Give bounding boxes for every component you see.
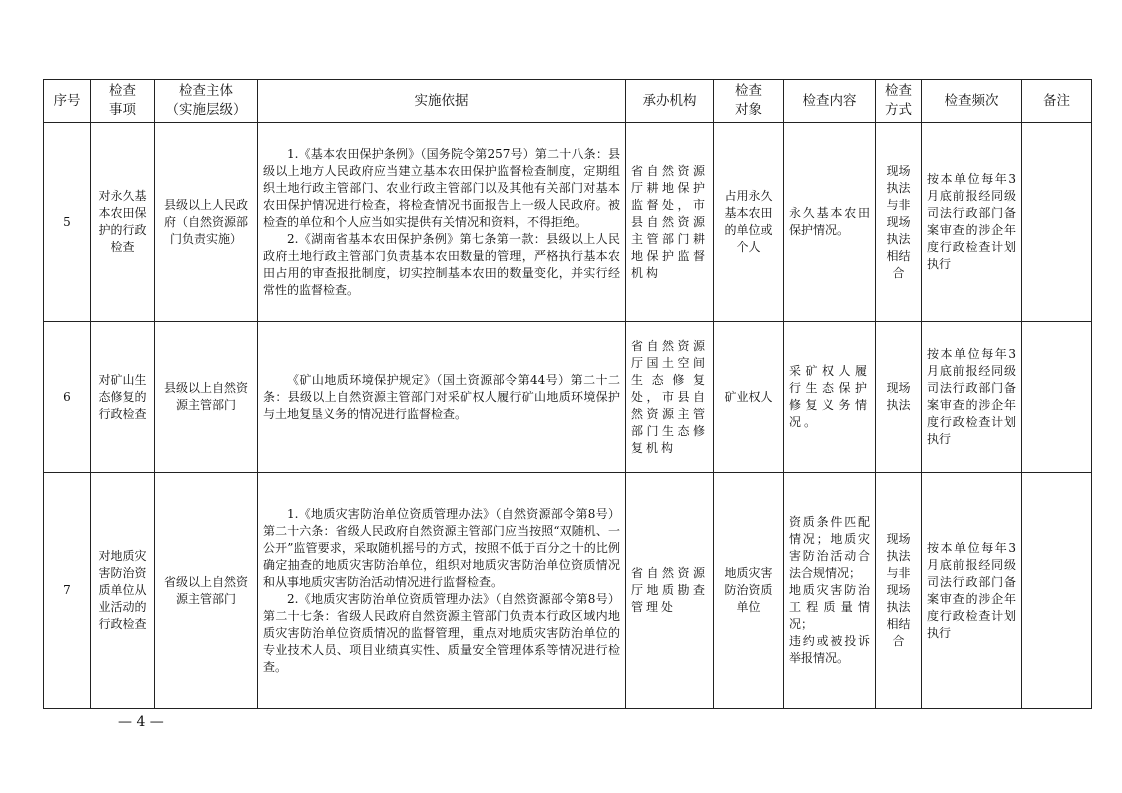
row-frequency: 按本单位每年3月底前报经同级司法行政部门备案审查的涉企年度行政检查计划执行 [922,473,1022,709]
row-number: 7 [44,473,91,709]
row-org: 省自然资源厅地质勘查管理处 [626,473,714,709]
row-note [1022,123,1092,322]
row-number: 5 [44,123,91,322]
header-org: 承办机构 [626,80,714,123]
basis-paragraph: 2.《湖南省基本农田保护条例》第七条第一款：县级以上人民政府土地行政主管部门负责基本农田数量的管理，严格执行基本农田占用的审查报批制度，切实控制基本农田的数量变化，并实行经常性的监督检查。 [263,231,620,297]
row-frequency: 按本单位每年3月底前报经同级司法行政部门备案审查的涉企年度行政检查计划执行 [922,322,1022,473]
page-number: — 4 — [118,714,164,730]
row-number: 6 [44,322,91,473]
header-target: 检查 对象 [714,80,784,123]
header-basis: 实施依据 [258,80,626,123]
basis-paragraph: 1.《基本农田保护条例》（国务院令第257号）第二十八条：县级以上地方人民政府应当建立基本农田保护监督检查制度，定期组织土地行政主管部门、农业行政主管部门以及其他有关部门对基本农田保护情况进行检查，将检查情况书面报告上一级人民政府。被检查的单位和个人应当如实提供有关情况和资料，不得拒绝。 [263,146,620,229]
row-target: 矿业权人 [714,322,784,473]
header-item: 检查 事项 [91,80,155,123]
header-row [44,80,1092,123]
row-method: 现场执法与非现场执法相结合 [876,473,922,709]
row-item: 对地质灾害防治资质单位从业活动的行政检查 [91,473,155,709]
row-item: 对永久基本农田保护的行政检查 [91,123,155,322]
row-org: 省自然资源厅国土空间生态修复处，市县自然资源主管部门生态修复机构 [626,322,714,473]
row-basis [258,123,626,322]
basis-paragraph: 2.《地质灾害防治单位资质管理办法》（自然资源部令第8号）第二十七条：省级人民政府自然资源主管部门负责本行政区域内地质灾害防治单位资质情况的监督管理，重点对地质灾害防治单位的专业技术人员、项目业绩真实性、质量安全管理体系等情况进行检查。 [263,591,620,674]
row-content: 永久基本农田保护情况。 [784,123,876,322]
row-content: 资质条件匹配情况；地质灾害防治活动合法合规情况； 地质灾害防治工程质量情况； 违约或被投诉举报情况。 [784,473,876,709]
table-row [44,473,1092,709]
basis-paragraph: 1.《地质灾害防治单位资质管理办法》（自然资源部令第8号）第二十六条：省级人民政府自然资源主管部门应当按照“双随机、一公开”监管要求，采取随机摇号的方式，按照不低于百分之十的比例确定抽查的地质灾害防治单位，组织对地质灾害防治单位资质情况和从事地质灾害防治活动情况进行监督检查。 [263,506,620,589]
header-subject: 检查主体 （实施层级） [155,80,258,123]
row-frequency: 按本单位每年3月底前报经同级司法行政部门备案审查的涉企年度行政检查计划执行 [922,123,1022,322]
header-content: 检查内容 [784,80,876,123]
row-method: 现场执法 [876,322,922,473]
row-target: 地质灾害防治资质单位 [714,473,784,709]
row-method: 现场执法与非现场执法相结合 [876,123,922,322]
basis-paragraph: 《矿山地质环境保护规定》（国土资源部令第44号）第二十二条：县级以上自然资源主管部门对采矿权人履行矿山地质环境保护与土地复垦义务的情况进行监督检查。 [263,372,620,421]
row-note [1022,322,1092,473]
row-org: 省自然资源厅耕地保护监督处，市县自然资源主管部门耕地保护监督机构 [626,123,714,322]
header-method: 检查 方式 [876,80,922,123]
header-note: 备注 [1022,80,1092,123]
row-target: 占用永久基本农田的单位或个人 [714,123,784,322]
row-basis [258,473,626,709]
header-no: 序号 [44,80,91,123]
row-note [1022,473,1092,709]
row-subject: 省级以上自然资源主管部门 [155,473,258,709]
table-row [44,322,1092,473]
table-row [44,123,1092,322]
inspection-table [43,79,1092,709]
header-frequency: 检查频次 [922,80,1022,123]
row-subject: 县级以上自然资源主管部门 [155,322,258,473]
row-basis [258,322,626,473]
row-subject: 县级以上人民政府（自然资源部门负责实施） [155,123,258,322]
row-item: 对矿山生态修复的行政检查 [91,322,155,473]
row-content: 采矿权人履行生态保护修复义务情况。 [784,322,876,473]
